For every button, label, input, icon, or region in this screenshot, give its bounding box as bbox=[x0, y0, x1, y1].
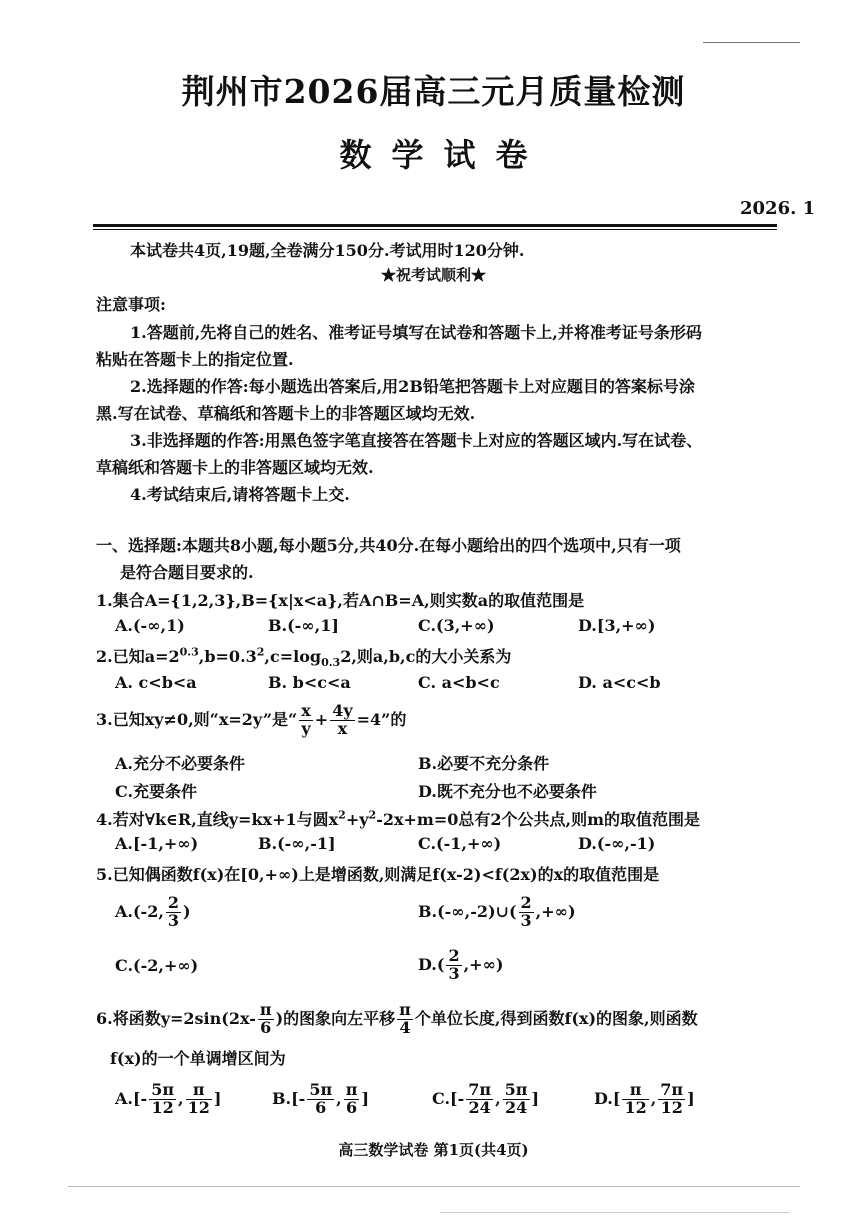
question-2-stem bbox=[96, 644, 511, 669]
q6-fraction-1 bbox=[258, 1002, 274, 1037]
q5a-numerator: 2 bbox=[167, 893, 180, 912]
exam-title: 荆州市2026届高三元月质量检测 bbox=[181, 72, 686, 111]
q5b-text-1: B.(-∞,-2)∪( bbox=[418, 901, 517, 921]
q5d-text-1: D.( bbox=[418, 954, 445, 974]
top-decor-rule bbox=[703, 42, 800, 43]
notice-item-1-line-1: 1.答题前,先将自己的姓名、准考证号填写在试卷和答题卡上,并将准考证号条形码 bbox=[130, 323, 702, 342]
q5a-denominator: 3 bbox=[167, 910, 180, 930]
question-3-stem bbox=[96, 703, 406, 738]
question-6-line-2: f(x)的一个单调增区间为 bbox=[110, 1049, 286, 1068]
q4-option-a: A.[-1,+∞) bbox=[115, 834, 199, 853]
q6d-frac2-numerator: 7π bbox=[660, 1080, 684, 1099]
q6d-frac2-denominator: 12 bbox=[660, 1097, 683, 1117]
notice-item-2-line-1: 2.选择题的作答:每小题选出答案后,用2B铅笔把答题卡上对应题目的答案标号涂 bbox=[130, 377, 695, 396]
q5-option-a bbox=[115, 895, 191, 930]
q6b-fraction-2 bbox=[344, 1082, 360, 1117]
q5d-numerator: 2 bbox=[448, 946, 460, 965]
q3-frac1-denominator: y bbox=[301, 718, 311, 738]
q6-frac1-denominator: 6 bbox=[260, 1017, 272, 1037]
q6-frac2-numerator: π bbox=[399, 1000, 411, 1019]
bottom-rule-2 bbox=[440, 1212, 790, 1213]
q4-text-1: 4.若对∀k∈R,直线y=kx+1与圆x bbox=[96, 810, 339, 829]
q4-exponent-1: 2 bbox=[338, 808, 346, 822]
q6-option-a bbox=[115, 1082, 221, 1117]
q6-text-2: )的图象向左平移 bbox=[275, 1008, 396, 1028]
q3-fraction-2 bbox=[330, 703, 354, 738]
bottom-rule bbox=[68, 1186, 800, 1187]
q5-option-d bbox=[418, 948, 503, 983]
q4-option-d: D.(-∞,-1) bbox=[578, 834, 656, 853]
notice-item-2-line-2: 黑.写在试卷、草稿纸和答题卡上的非答题区域均无效. bbox=[96, 404, 476, 423]
q6c-frac1-numerator: 7π bbox=[468, 1080, 492, 1099]
q2-option-a: A. c<b<a bbox=[115, 673, 197, 692]
q2-option-b: B. b<c<a bbox=[268, 673, 351, 692]
q6c-text-2: ] bbox=[531, 1088, 540, 1108]
q1-option-a: A.(-∞,1) bbox=[115, 616, 185, 635]
q6c-frac1-denominator: 24 bbox=[468, 1097, 491, 1117]
q6-option-d bbox=[594, 1082, 695, 1117]
q6c-comma: , bbox=[495, 1088, 501, 1108]
q5b-denominator: 3 bbox=[520, 910, 532, 930]
q6b-frac2-numerator: π bbox=[345, 1080, 358, 1099]
question-4-stem bbox=[96, 807, 700, 830]
q5d-denominator: 3 bbox=[448, 963, 460, 983]
notice-item-1-line-2: 粘贴在答题卡上的指定位置. bbox=[96, 350, 294, 369]
q6c-fraction-1 bbox=[466, 1082, 493, 1117]
q3-frac2-numerator: 4y bbox=[332, 701, 353, 720]
q6c-text-1: C.[- bbox=[432, 1088, 465, 1108]
header-rule-thin bbox=[93, 229, 777, 230]
q3-option-d: D.既不充分也不必要条件 bbox=[418, 782, 597, 801]
q6a-fraction-2 bbox=[186, 1082, 212, 1117]
notice-item-3-line-2: 草稿纸和答题卡上的非答题区域均无效. bbox=[96, 458, 374, 477]
q5-option-c: C.(-2,+∞) bbox=[115, 956, 199, 975]
q5a-text-1: A.(-2, bbox=[115, 901, 164, 921]
q4-exponent-2: 2 bbox=[368, 808, 377, 822]
q6-text-1: 6.将函数y=2sin(2x- bbox=[96, 1008, 256, 1028]
q6c-frac2-numerator: 5π bbox=[504, 1080, 528, 1099]
good-luck-line: ★祝考试顺利★ bbox=[380, 266, 486, 284]
q6a-text-2: ] bbox=[213, 1088, 222, 1108]
notice-heading: 注意事项: bbox=[96, 295, 166, 314]
q6c-fraction-2 bbox=[503, 1082, 530, 1117]
question-6-stem bbox=[96, 1002, 698, 1037]
q3-option-c: C.充要条件 bbox=[115, 782, 198, 801]
q2-text-1: 2.已知a=2 bbox=[96, 647, 180, 666]
q1-option-c: C.(3,+∞) bbox=[418, 616, 495, 635]
notice-item-4: 4.考试结束后,请将答题卡上交. bbox=[130, 485, 350, 504]
q6-option-b bbox=[272, 1082, 369, 1117]
q6b-text-2: ] bbox=[361, 1088, 370, 1108]
notice-item-3-line-1: 3.非选择题的作答:用黑色签字笔直接答在答题卡上对应的答题区域内.写在试卷、 bbox=[130, 431, 703, 450]
section-1-heading-line-1: 一、选择题:本题共8小题,每小题5分,共40分.在每小题给出的四个选项中,只有一项 bbox=[96, 536, 681, 555]
q2-exponent-2: 2 bbox=[256, 645, 265, 659]
q6a-comma: , bbox=[178, 1088, 184, 1108]
q3-fraction-1 bbox=[299, 703, 313, 738]
q6b-frac1-denominator: 6 bbox=[315, 1097, 327, 1117]
q6-option-c bbox=[432, 1082, 539, 1117]
q4-option-b: B.(-∞,-1] bbox=[258, 834, 336, 853]
q6d-text-2: ] bbox=[687, 1088, 695, 1108]
q3-text-2: =4”的 bbox=[356, 709, 407, 729]
q2-option-c: C. a<b<c bbox=[418, 673, 500, 692]
header-rule-thick bbox=[93, 224, 777, 227]
q5-option-b bbox=[418, 895, 576, 930]
q2-option-d: D. a<c<b bbox=[578, 673, 661, 692]
q4-option-c: C.(-1,+∞) bbox=[418, 834, 502, 853]
q6d-comma: , bbox=[650, 1088, 657, 1108]
q6b-text-1: B.[- bbox=[272, 1088, 306, 1108]
q3-text-1: 3.已知xy≠0,则“x=2y”是“ bbox=[96, 709, 298, 729]
q6-frac1-numerator: π bbox=[259, 1000, 272, 1019]
question-5-stem: 5.已知偶函数f(x)在[0,+∞)上是增函数,则满足f(x-2)<f(2x)的x的取值范围是 bbox=[96, 865, 660, 884]
q5a-fraction bbox=[166, 895, 181, 930]
q4-text-3: -2x+m=0总有2个公共点,则m的取值范围是 bbox=[376, 810, 701, 829]
q6d-frac1-denominator: 12 bbox=[624, 1097, 647, 1117]
q6c-frac2-denominator: 24 bbox=[504, 1097, 528, 1117]
q5d-fraction bbox=[446, 948, 461, 983]
q3-option-a: A.充分不必要条件 bbox=[115, 754, 245, 773]
q6b-comma: , bbox=[336, 1088, 342, 1108]
q6d-fraction-2 bbox=[658, 1082, 685, 1117]
q3-option-b: B.必要不充分条件 bbox=[418, 754, 550, 773]
q6a-fraction-1 bbox=[149, 1082, 176, 1117]
q3-frac2-denominator: x bbox=[337, 718, 348, 738]
exam-date: 2026. 1 bbox=[740, 198, 816, 219]
question-1-stem: 1.集合A={1,2,3},B={x|x<a},若A∩B=A,则实数a的取值范围是 bbox=[96, 591, 585, 610]
q2-text-4: 2,则a,b,c的大小关系为 bbox=[340, 647, 512, 666]
q2-text-2: ,b=0.3 bbox=[198, 647, 257, 666]
q6-frac2-denominator: 4 bbox=[399, 1017, 411, 1037]
q6a-frac2-numerator: π bbox=[186, 1082, 212, 1100]
q6b-frac2-denominator: 6 bbox=[346, 1097, 358, 1117]
q5b-numerator: 2 bbox=[520, 893, 532, 912]
q6-fraction-2 bbox=[397, 1002, 413, 1037]
q2-log-base: 0.3 bbox=[321, 656, 341, 670]
q6a-frac1-numerator: 5π bbox=[151, 1080, 175, 1099]
q4-text-2: +y bbox=[345, 810, 369, 829]
q6a-frac2-denominator: 12 bbox=[187, 1097, 210, 1117]
q6a-text-1: A.[- bbox=[115, 1088, 148, 1108]
q1-option-d: D.[3,+∞) bbox=[578, 616, 656, 635]
subject-title: 数学试卷 bbox=[339, 136, 548, 174]
q6d-text-1: D.[ bbox=[594, 1088, 621, 1108]
q1-option-b: B.(-∞,1] bbox=[268, 616, 339, 635]
q5b-fraction bbox=[519, 895, 534, 930]
q6d-fraction-1 bbox=[622, 1082, 648, 1117]
q6a-frac1-denominator: 12 bbox=[151, 1097, 174, 1117]
q6b-frac1-numerator: 5π bbox=[309, 1080, 333, 1099]
section-1-heading-line-2: 是符合题目要求的. bbox=[120, 563, 254, 582]
q3-plus: + bbox=[314, 709, 329, 729]
q5b-text-2: ,+∞) bbox=[535, 901, 576, 921]
q6b-fraction-1 bbox=[307, 1082, 334, 1117]
q3-frac1-numerator: x bbox=[301, 701, 311, 720]
q5d-text-2: ,+∞) bbox=[463, 954, 504, 974]
exam-info: 本试卷共4页,19题,全卷满分150分.考试用时120分钟. bbox=[130, 241, 525, 260]
q5a-text-2: ) bbox=[183, 901, 191, 921]
q6d-frac1-numerator: π bbox=[622, 1082, 648, 1100]
q6-text-3: 个单位长度,得到函数f(x)的图象,则函数 bbox=[414, 1008, 698, 1028]
page-footer: 高三数学试卷 第1页(共4页) bbox=[338, 1141, 529, 1159]
q2-exponent-1: 0.3 bbox=[179, 645, 199, 659]
q2-text-3: ,c=log bbox=[264, 647, 322, 666]
